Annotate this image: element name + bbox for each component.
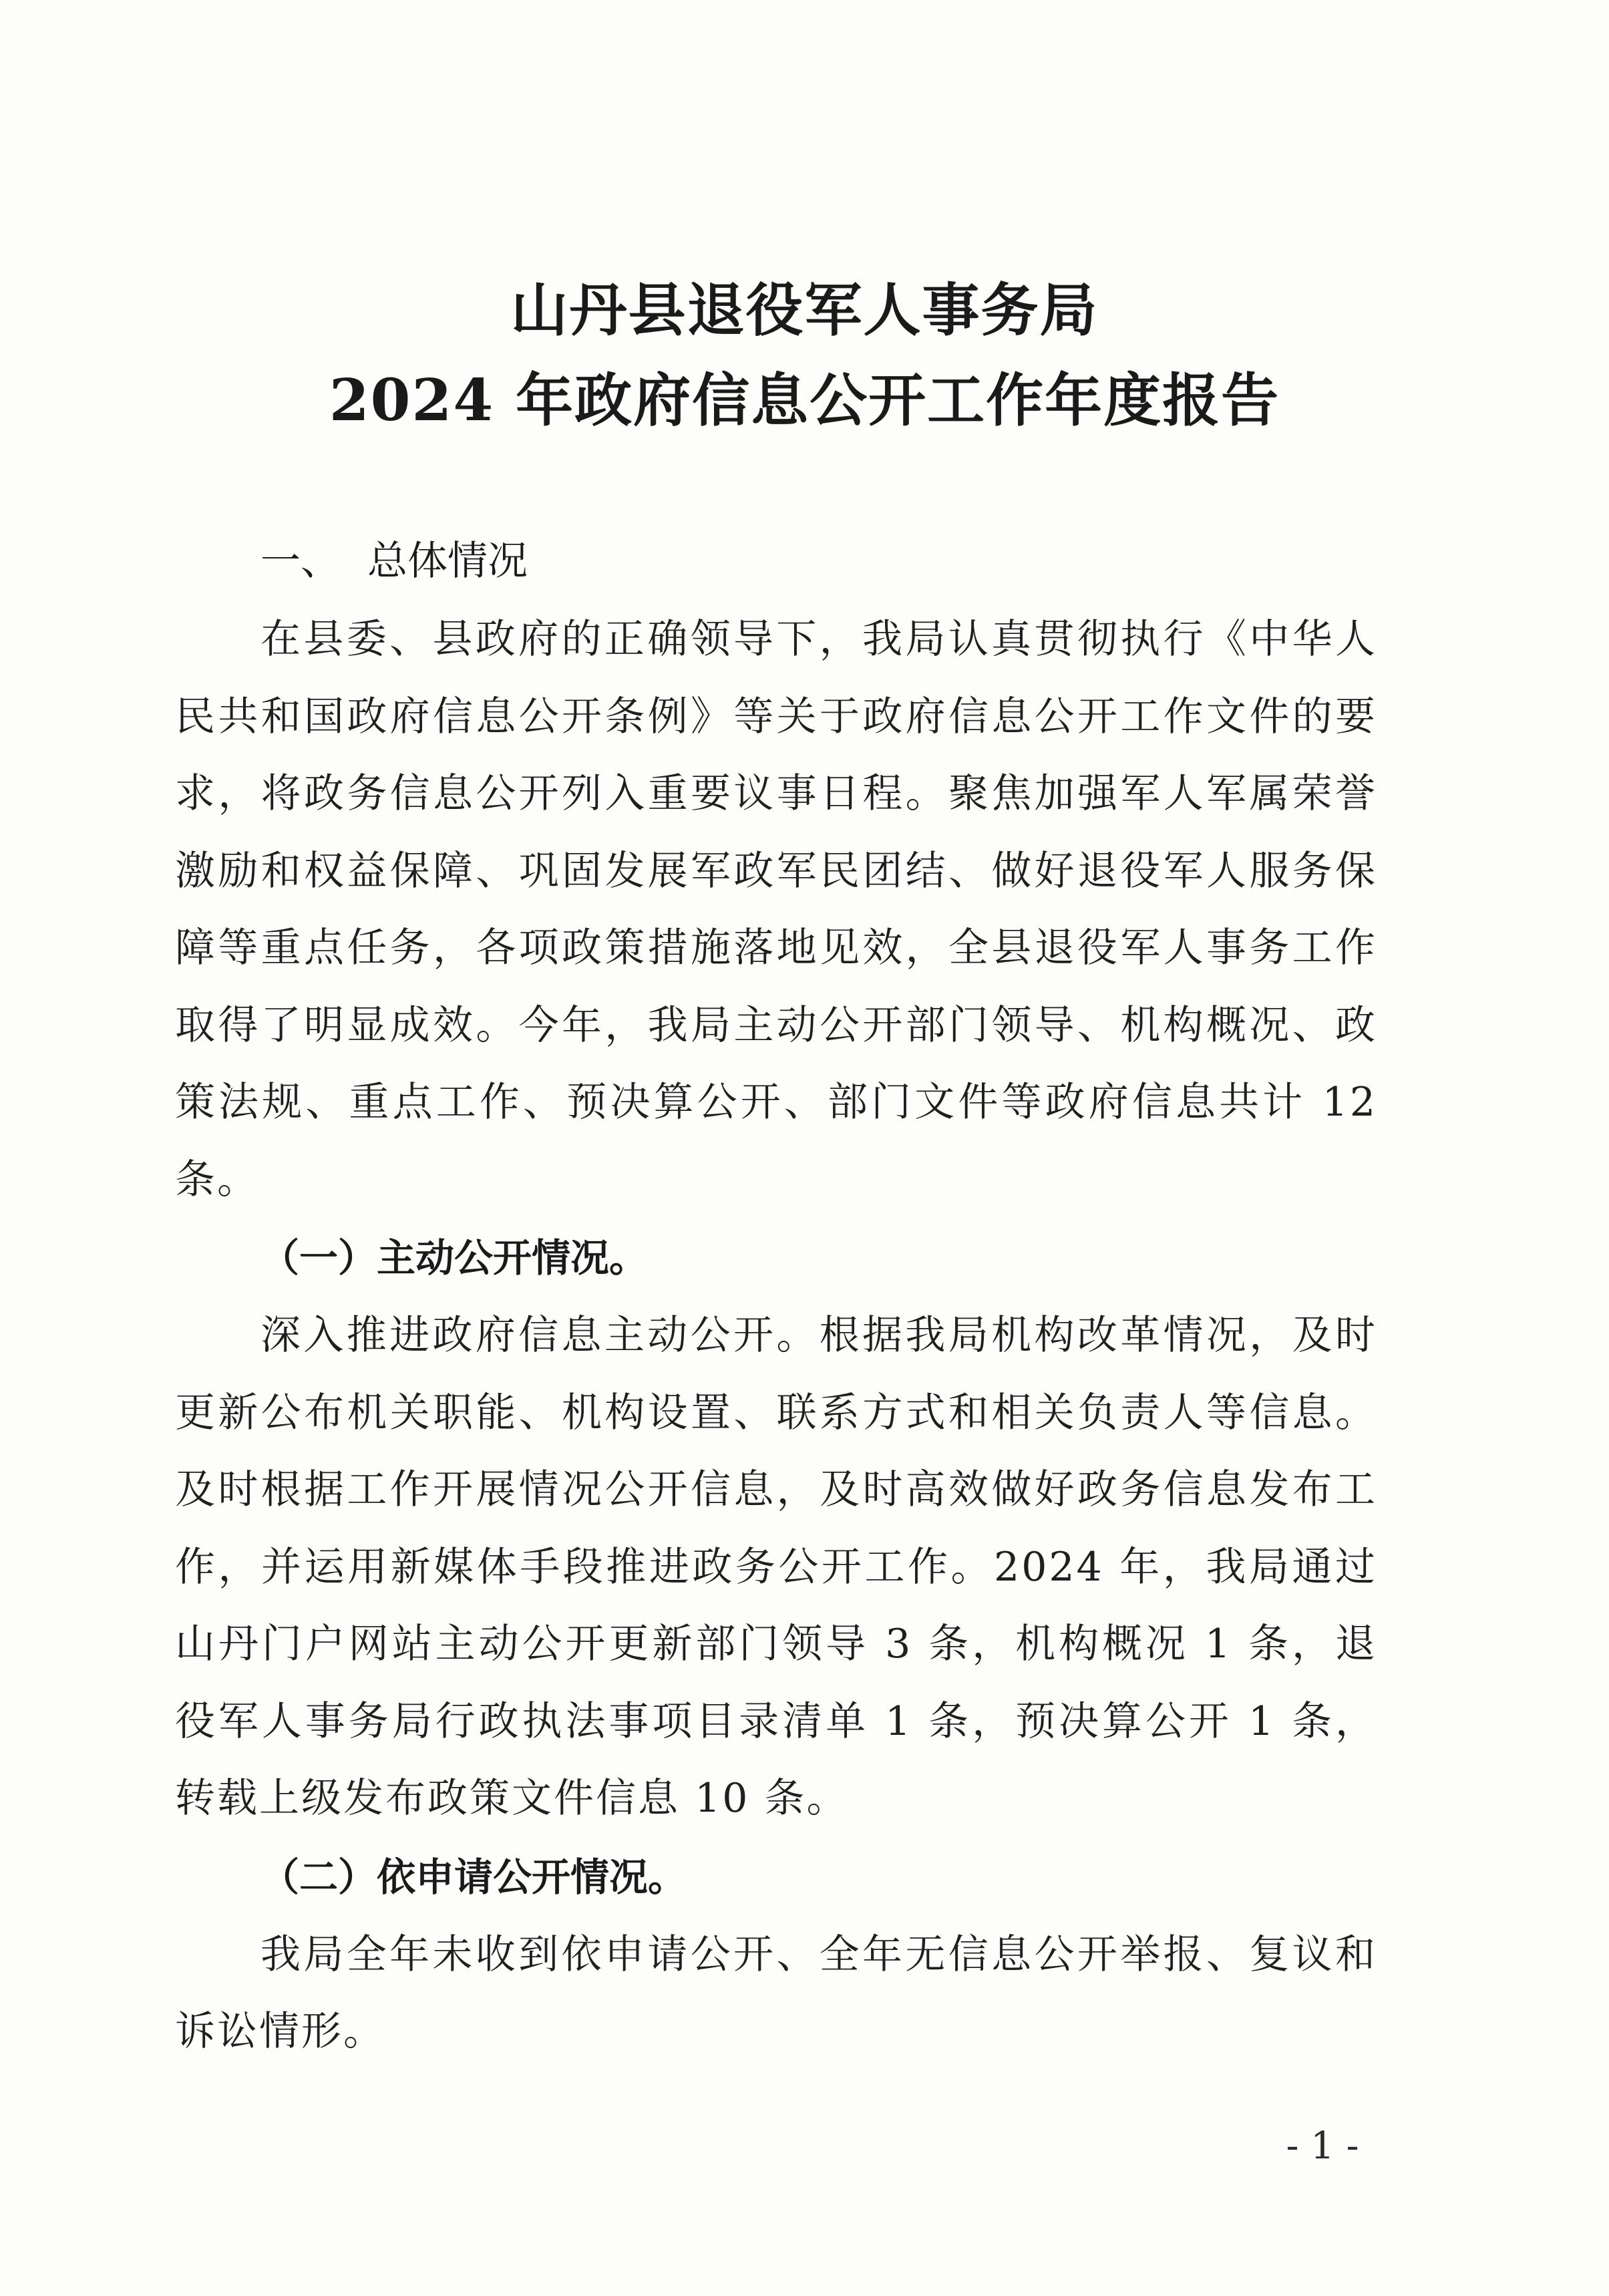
overview-paragraph: 在县委、县政府的正确领导下，我局认真贯彻执行《中华人民共和国政府信息公开条例》等关于政府信息公开工作文件的要求，将政务信息公开列入重要议事日程。聚焦加强军人军属荣誉激励和权益保障、巩固发展军政军民团结、做好退役军人服务保障等重点任务，各项政策措施落地见效，全县退役军人事务工作取得了明显成效。今年，我局主动公开部门领导、机构概况、政策法规、重点工作、预决算公开、部门文件等政府信息共计 12 条。 [175, 616, 1377, 1203]
section-number: 一、 [260, 538, 341, 585]
subsection-heading-active-disclosure: （一）主动公开情况。 [260, 1235, 649, 1281]
section-heading-overview [175, 521, 1377, 601]
application-disclosure-paragraph: 我局全年未收到依申请公开、全年无信息公开举报、复议和诉讼情形。 [175, 1931, 1377, 2055]
subsection-heading-application-disclosure: （二）依申请公开情况。 [260, 1854, 687, 1900]
document-body [175, 521, 1377, 2071]
active-disclosure-paragraph: 深入推进政府信息主动公开。根据我局机构改革情况，及时更新公布机关职能、机构设置、联系方式和相关负责人等信息。及时根据工作开展情况公开信息，及时高效做好政务信息发布工作，并运用新媒体手段推进政务公开工作。2024 年，我局通过山丹门户网站主动公开更新部门领导 3 条，机构概况 1 条，退役军人事务局行政执法事项目录清单 1 条，预决算公开 1 条，转载上级发布政策文件信息 10 条。 [175, 1312, 1377, 1822]
document-title-line2: 2024 年政府信息公开工作年度报告 [329, 367, 1280, 434]
page-number: - 1 - [1286, 2124, 1359, 2168]
section-title: 总体情况 [367, 538, 528, 585]
document-title-line1: 山丹县退役军人事务局 [510, 277, 1099, 344]
